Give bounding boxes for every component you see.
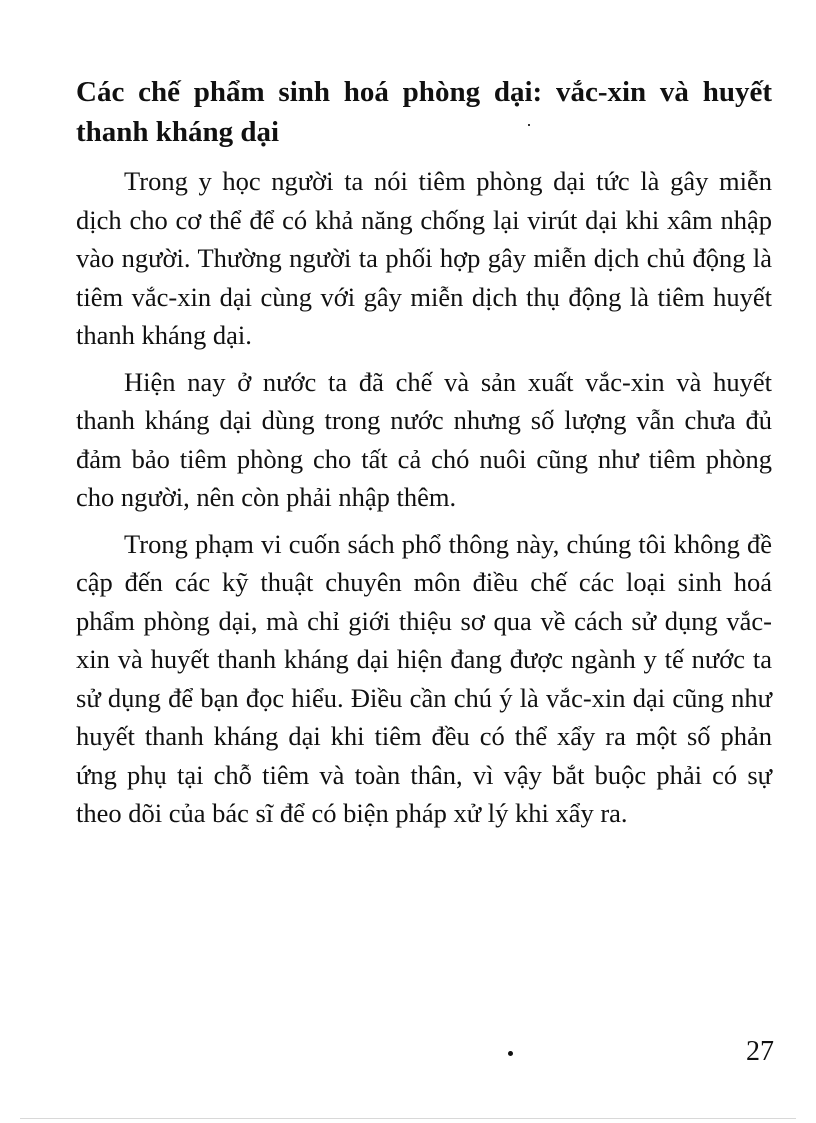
paragraph-1: Trong y học người ta nói tiêm phòng dại tức là gây miễn dịch cho cơ thể để có khả năng chống lại virút dại khi xâm nhập vào người. Thường người ta phối hợp gây miễn dịch chủ động là tiêm vắc-xin dại cùng với gây miễn dịch thụ động là tiêm huyết thanh kháng dại. [76, 166, 772, 350]
page-number: 27 [746, 1036, 774, 1067]
print-speck [528, 124, 530, 126]
paragraph-2: Hiện nay ở nước ta đã chế và sản xuất vắc-xin và huyết thanh kháng dại dùng trong nước nhưng số lượng vẫn chưa đủ đảm bảo tiêm phòng cho tất cả chó nuôi cũng như tiêm phòng cho người, nên còn phải nhập thêm. [76, 366, 772, 512]
section-heading: Các chế phẩm sinh hoá phòng dại: vắc-xin và huyết thanh kháng dại [76, 76, 772, 148]
footer-dot [508, 1051, 513, 1056]
page-bottom-edge [20, 1118, 796, 1119]
body-text [76, 162, 772, 841]
paragraph-3: Trong phạm vi cuốn sách phổ thông này, chúng tôi không đề cập đến các kỹ thuật chuyên môn điều chế các loại sinh hoá phẩm phòng dại, mà chỉ giới thiệu sơ qua về cách sử dụng vắc-xin và huyết thanh kháng dại hiện đang được ngành y tế nước ta sử dụng để bạn đọc hiểu. Điều cần chú ý là vắc-xin dại cũng như huyết thanh kháng dại khi tiêm đều có thể xẩy ra một số phản ứng phụ tại chỗ tiêm và toàn thân, vì vậy bắt buộc phải có sự theo dõi của bác sĩ để có biện pháp xử lý khi xẩy ra. [76, 528, 772, 828]
